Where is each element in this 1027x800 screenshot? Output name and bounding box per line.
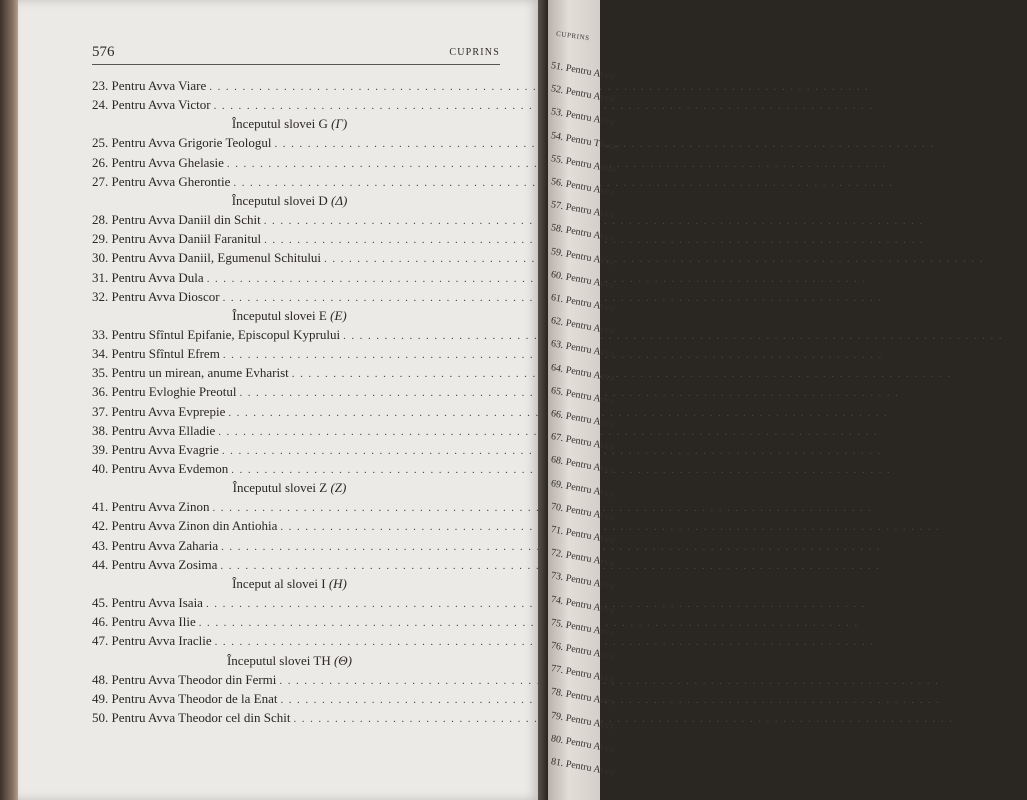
dot-leader [343,330,1003,342]
section-heading-text: Începutul slovei TH [226,653,331,668]
toc-entry-title: 44. Pentru Avva Zosima [92,557,218,572]
facing-toc-line: 62. Pentru Avva [550,315,615,338]
toc-entry-title: 39. Pentru Avva Evagrie [92,442,219,457]
dot-leader [292,368,952,380]
toc-entry-page: 82 [962,365,976,380]
facing-toc-line: 63. Pentru Avva [550,338,615,361]
toc-entry-page: 92 [891,538,905,553]
running-title: CUPRINS [449,47,500,58]
toc-entry-title: 34. Pentru Sfîntul Efrem [92,346,220,361]
toc-entry-title: 37. Pentru Avva Evprepie [92,404,226,419]
dot-leader [207,273,867,285]
toc-entry-page: 88 [883,499,897,514]
facing-toc-line: 54. Pentru Theod [550,129,620,153]
facing-toc-line: 67. Pentru Avva [550,431,615,454]
toc-entry-page: 102 [878,633,899,648]
facing-toc-line: 77. Pentru Avva [550,663,615,686]
toc-entry-page: 64 [934,231,948,246]
facing-toc-line: 74. Pentru Avva [550,593,615,616]
toc-entry-page: 56 [880,78,894,93]
toc-entry-title: 30. Pentru Avva Daniil, Egumenul Schitului [92,250,322,265]
dot-leader [293,713,953,725]
dot-leader [199,617,859,629]
section-heading [92,116,487,136]
facing-toc-line: 71. Pentru Avva [550,524,615,547]
toc-entry-title: 24. Pentru Avva Victor [92,97,211,112]
facing-toc-line: 66. Pentru Avva [550,408,615,431]
section-heading-glyph: (Θ) [333,653,353,668]
section-heading [92,193,487,213]
section-heading [92,480,487,500]
toc-entry-title: 42. Pentru Avva Zinon din Antiohia [92,518,278,533]
facing-running-title: CUPRINS [555,29,591,43]
facing-toc-line: 53. Pentru Avva [550,106,615,129]
toc-entry-page: 103 [943,672,964,687]
toc-entry [92,212,948,232]
toc-entry-title: 43. Pentru Avva Zaharia [92,538,219,553]
toc-entry-title: 38. Pentru Avva Elladie [92,423,216,438]
page-header [92,44,500,65]
toc-entry-title: 49. Pentru Avva Theodor de la Enat [92,691,278,706]
section-heading-glyph: (Δ) [331,193,348,208]
toc-entry-page: 108 [957,710,978,725]
dot-leader [280,521,940,533]
facing-toc-line: 76. Pentru Avva [550,640,615,663]
toc-entry-title: 40. Pentru Avva Evdemon [92,461,229,476]
facing-toc-line: 65. Pentru Avva [550,384,615,407]
toc-entry-title: 28. Pentru Avva Daniil din Schit [92,212,261,227]
toc-entry-page: 57 [945,135,959,150]
section-heading-text: Începutul slovei E [232,308,327,323]
facing-toc-line: 52. Pentru Avva [550,83,615,106]
toc-entry-page: 67 [994,250,1008,265]
facing-toc-line: 60. Pentru Avva [550,268,615,291]
facing-toc-line: 69. Pentru Avva [550,477,615,500]
facing-toc-line: 64. Pentru Avva [550,361,615,384]
facing-toc-line: 80. Pentru Avva [550,732,615,755]
toc-entry-page: 108 [944,691,965,706]
section-heading-text: Începutul slovei D [231,193,328,208]
toc-entry-title: 29. Pentru Avva Daniil Faranitul [92,231,262,246]
toc-entry-page: 76 [877,270,891,285]
toc-entry-title: 36. Pentru Evloghie Preotul [92,384,237,399]
section-heading [92,308,487,328]
toc-entry-page: 56 [884,97,898,112]
toc-entry-title: 26. Pentru Avva Ghelasie [92,155,224,170]
toc-entry-page: 62 [904,174,918,189]
section-heading-glyph: (E) [330,308,347,323]
toc-entry [92,327,1027,347]
section-heading [92,653,487,673]
toc-entry-page: 78 [1013,327,1027,342]
toc-entry-title: 23. Pentru Avva Viare [92,78,207,93]
section-heading-glyph: (Γ) [331,116,348,131]
toc-entry-page: 94 [891,557,905,572]
facing-toc-line: 81. Pentru Avva [550,756,615,779]
toc-entry-page: 83 [910,384,924,399]
toc-entry-title: 46. Pentru Avva Ilie [92,614,196,629]
section-heading [92,576,487,596]
toc-entry-title: 48. Pentru Avva Theodor din Fermi [92,672,277,687]
section-heading-text: Începutul slovei G [231,116,328,131]
facing-toc-line: 59. Pentru Avva [550,245,615,268]
toc-entry-page: 81 [893,346,907,361]
facing-toc-line: 55. Pentru Amm [550,152,617,176]
toc-entry-title: 25. Pentru Avva Grigorie Teologul [92,135,272,150]
facing-toc-line: 75. Pentru Avva [550,616,615,639]
facing-toc-line: 68. Pentru Avva [550,454,615,477]
section-heading-text: Început al slovei I [232,576,326,591]
facing-toc-line: 78. Pentru Avva [550,686,615,709]
toc-entry-page: 85 [892,442,906,457]
toc-entry-title: 47. Pentru Avva Iraclie [92,633,212,648]
toc-entry-title: 27. Pentru Avva Gherontie [92,174,231,189]
toc-entry-page: 100 [863,614,883,629]
toc-entry-title: 33. Pentru Sfîntul Epifanie, Episcopul Kyprului [92,327,341,342]
toc-entry [92,97,898,117]
section-heading-text: Începutul slovei Z [232,480,328,495]
section-heading-glyph: (H) [328,576,347,591]
toc-entry-page: 99 [876,595,890,610]
facing-toc-line: 73. Pentru Avva [550,570,615,593]
facing-toc-line: 56. Pentru Avva [550,176,615,199]
toc-entry-page: 63 [934,212,948,227]
toc-entry-title: 31. Pentru Avva Dula [92,270,204,285]
facing-toc-line: 57. Pentru Avva [550,199,615,222]
facing-page [548,0,620,800]
toc-entry-page: 85 [889,423,903,438]
facing-toc-line: 72. Pentru Avva [550,547,615,570]
toc-entry [92,538,905,558]
dot-leader [324,253,984,265]
toc-entry-title: 35. Pentru un mirean, anume Evharist [92,365,289,380]
dot-leader [206,598,866,610]
toc-entry-page: 76 [893,289,907,304]
toc-entry-title: 32. Pentru Avva Dioscor [92,289,220,304]
page-number: 576 [92,44,115,60]
facing-toc-line: 58. Pentru Avva [550,222,615,245]
toc-entry-page: 92 [951,518,965,533]
section-heading-glyph: (Z) [330,480,347,495]
toc-entry-title: 41. Pentru Avva Zinon [92,499,210,514]
toc-entry-page: 58 [897,155,911,170]
toc-entry-page: 84 [899,404,913,419]
facing-toc-line: 79. Pentru Avva [550,709,615,732]
toc-entry-title: 45. Pentru Avva Isaia [92,595,203,610]
facing-toc-line: 51. Pentru Avva [550,60,615,83]
toc-entry-page: 87 [902,461,916,476]
facing-toc-line: 61. Pentru Avva [550,292,615,315]
facing-toc-line: 70. Pentru Avva [550,500,615,523]
toc-entry-title: 50. Pentru Avva Theodor cel din Schit [92,710,291,725]
